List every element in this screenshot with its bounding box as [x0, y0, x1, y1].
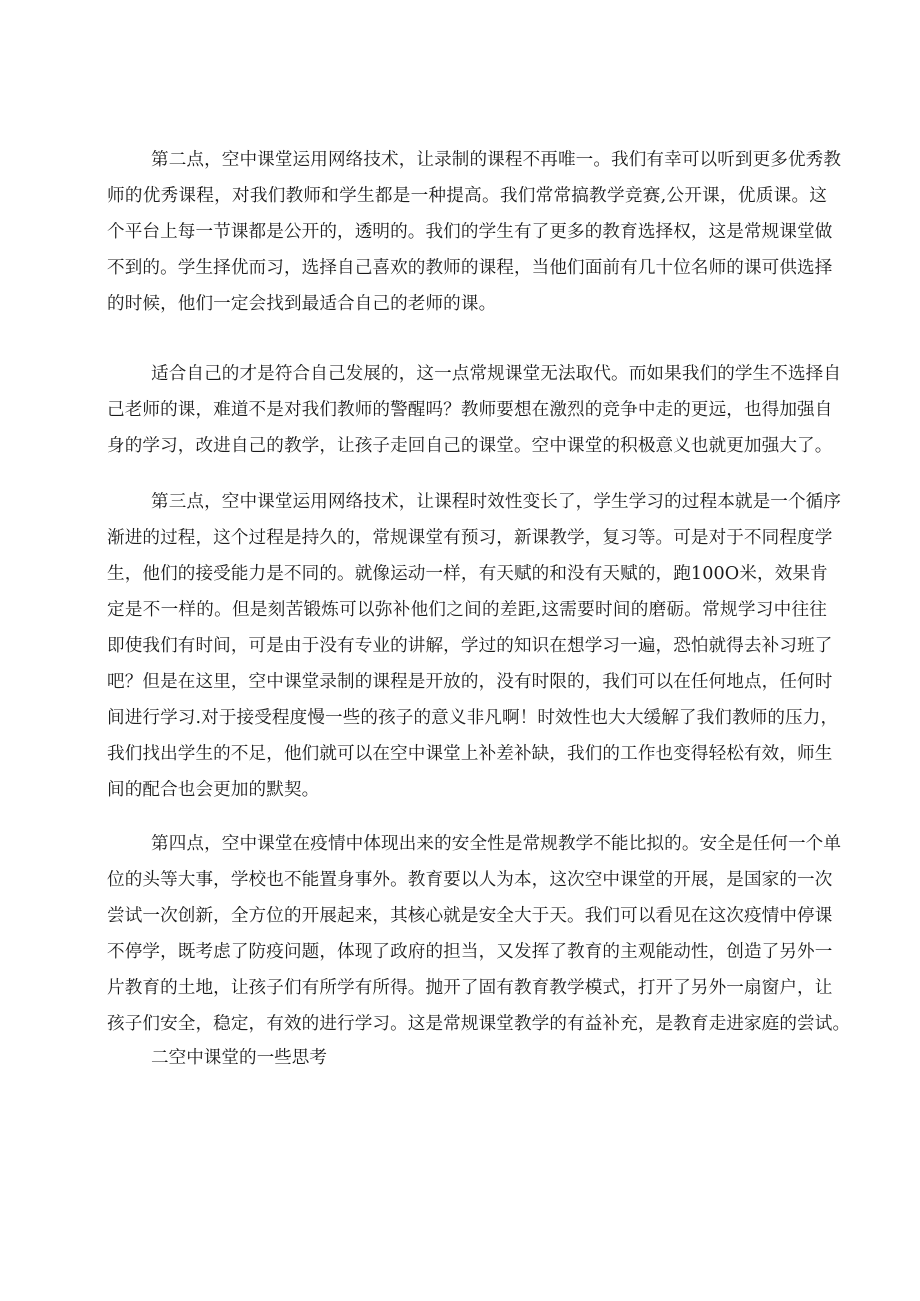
section-heading: 二空中课堂的一些思考 — [151, 1048, 327, 1068]
text-line: 师的优秀课程，对我们教师和学生都是一种提高。我们常常搞教学竞赛,公开课，优质课。这 — [107, 186, 827, 206]
text-line: 第三点，空中课堂运用网络技术，让课程时效性变长了，学生学习的过程本就是一个循序 — [151, 492, 842, 512]
text-line: 生，他们的接受能力是不同的。就像运动一样，有天赋的和没有天赋的，跑100O米，效果肯 — [107, 564, 828, 584]
text-line: 渐进的过程，这个过程是持久的，常规课堂有预习，新课教学，复习等。可是对于不同程度学 — [107, 528, 833, 548]
text-line: 第二点，空中课堂运用网络技术，让录制的课程不再唯一。我们有幸可以听到更多优秀教 — [151, 150, 842, 170]
text-line: 定是不一样的。但是刻苦锻炼可以弥补他们之间的差距,这需要时间的磨砺。常规学习中往往 — [107, 600, 827, 620]
text-line: 适合自己的才是符合自己发展的，这一点常规课堂无法取代。而如果我们的学生不选择自 — [151, 364, 842, 384]
text-line: 不停学，既考虑了防疫问题，体现了政府的担当，又发挥了教育的主观能动性，创造了另外一 — [107, 942, 833, 962]
text-line: 间进行学习.对于接受程度慢一些的孩子的意义非凡啊！时效性也大大缓解了我们教师的压力， — [107, 708, 839, 728]
text-line: 尝试一次创新，全方位的开展起来，其核心就是安全大于天。我们可以看见在这次疫情中停课 — [107, 906, 833, 926]
paragraph-point-four-text — [107, 826, 851, 1042]
text-line: 吧？但是在这里，空中课堂录制的课程是开放的，没有时限的，我们可以在任何地点，任何时 — [107, 672, 833, 692]
text-line: 位的头等大事，学校也不能置身事外。教育要以人为本，这次空中课堂的开展，是国家的一次 — [107, 870, 833, 890]
text-line: 我们找出学生的不足，他们就可以在空中课堂上补差补缺，我们的工作也变得轻松有效，师生 — [107, 744, 833, 764]
paragraph-suitability — [107, 356, 842, 464]
text-line: 即使我们有时间，可是由于没有专业的讲解，学过的知识在想学习一遍，恐怕就得去补习班了 — [107, 636, 833, 656]
text-line: 身的学习，改进自己的教学，让孩子走回自己的课堂。空中课堂的积极意义也就更加强大了。 — [107, 436, 833, 456]
paragraph-point-three — [107, 484, 842, 808]
text-line: 间的配合也会更加的默契。 — [107, 780, 320, 800]
text-line: 己老师的课，难道不是对我们教师的警醒吗？教师要想在激烈的竞争中走的更远，也得加强自 — [107, 400, 833, 420]
text-line: 孩子们安全，稳定，有效的进行学习。这是常规课堂教学的有益补充，是教育走进家庭的尝试。 — [107, 1014, 851, 1034]
text-line: 个平台上每一节课都是公开的，透明的。我们的学生有了更多的教育选择权，这是常规课堂做 — [107, 222, 833, 242]
paragraph-point-two — [107, 142, 842, 322]
text-line: 第四点，空中课堂在疫情中体现出来的安全性是常规教学不能比拟的。安全是任何一个单 — [151, 834, 842, 854]
text-line: 的时候，他们一定会找到最适合自己的老师的课。 — [107, 294, 497, 314]
text-line: 不到的。学生择优而习，选择自己喜欢的教师的课程，当他们面前有几十位名师的课可供选择 — [107, 258, 833, 278]
text-line: 片教育的土地，让孩子们有所学有所得。抛开了固有教育教学模式，打开了另外一扇窗户，让 — [107, 978, 833, 998]
